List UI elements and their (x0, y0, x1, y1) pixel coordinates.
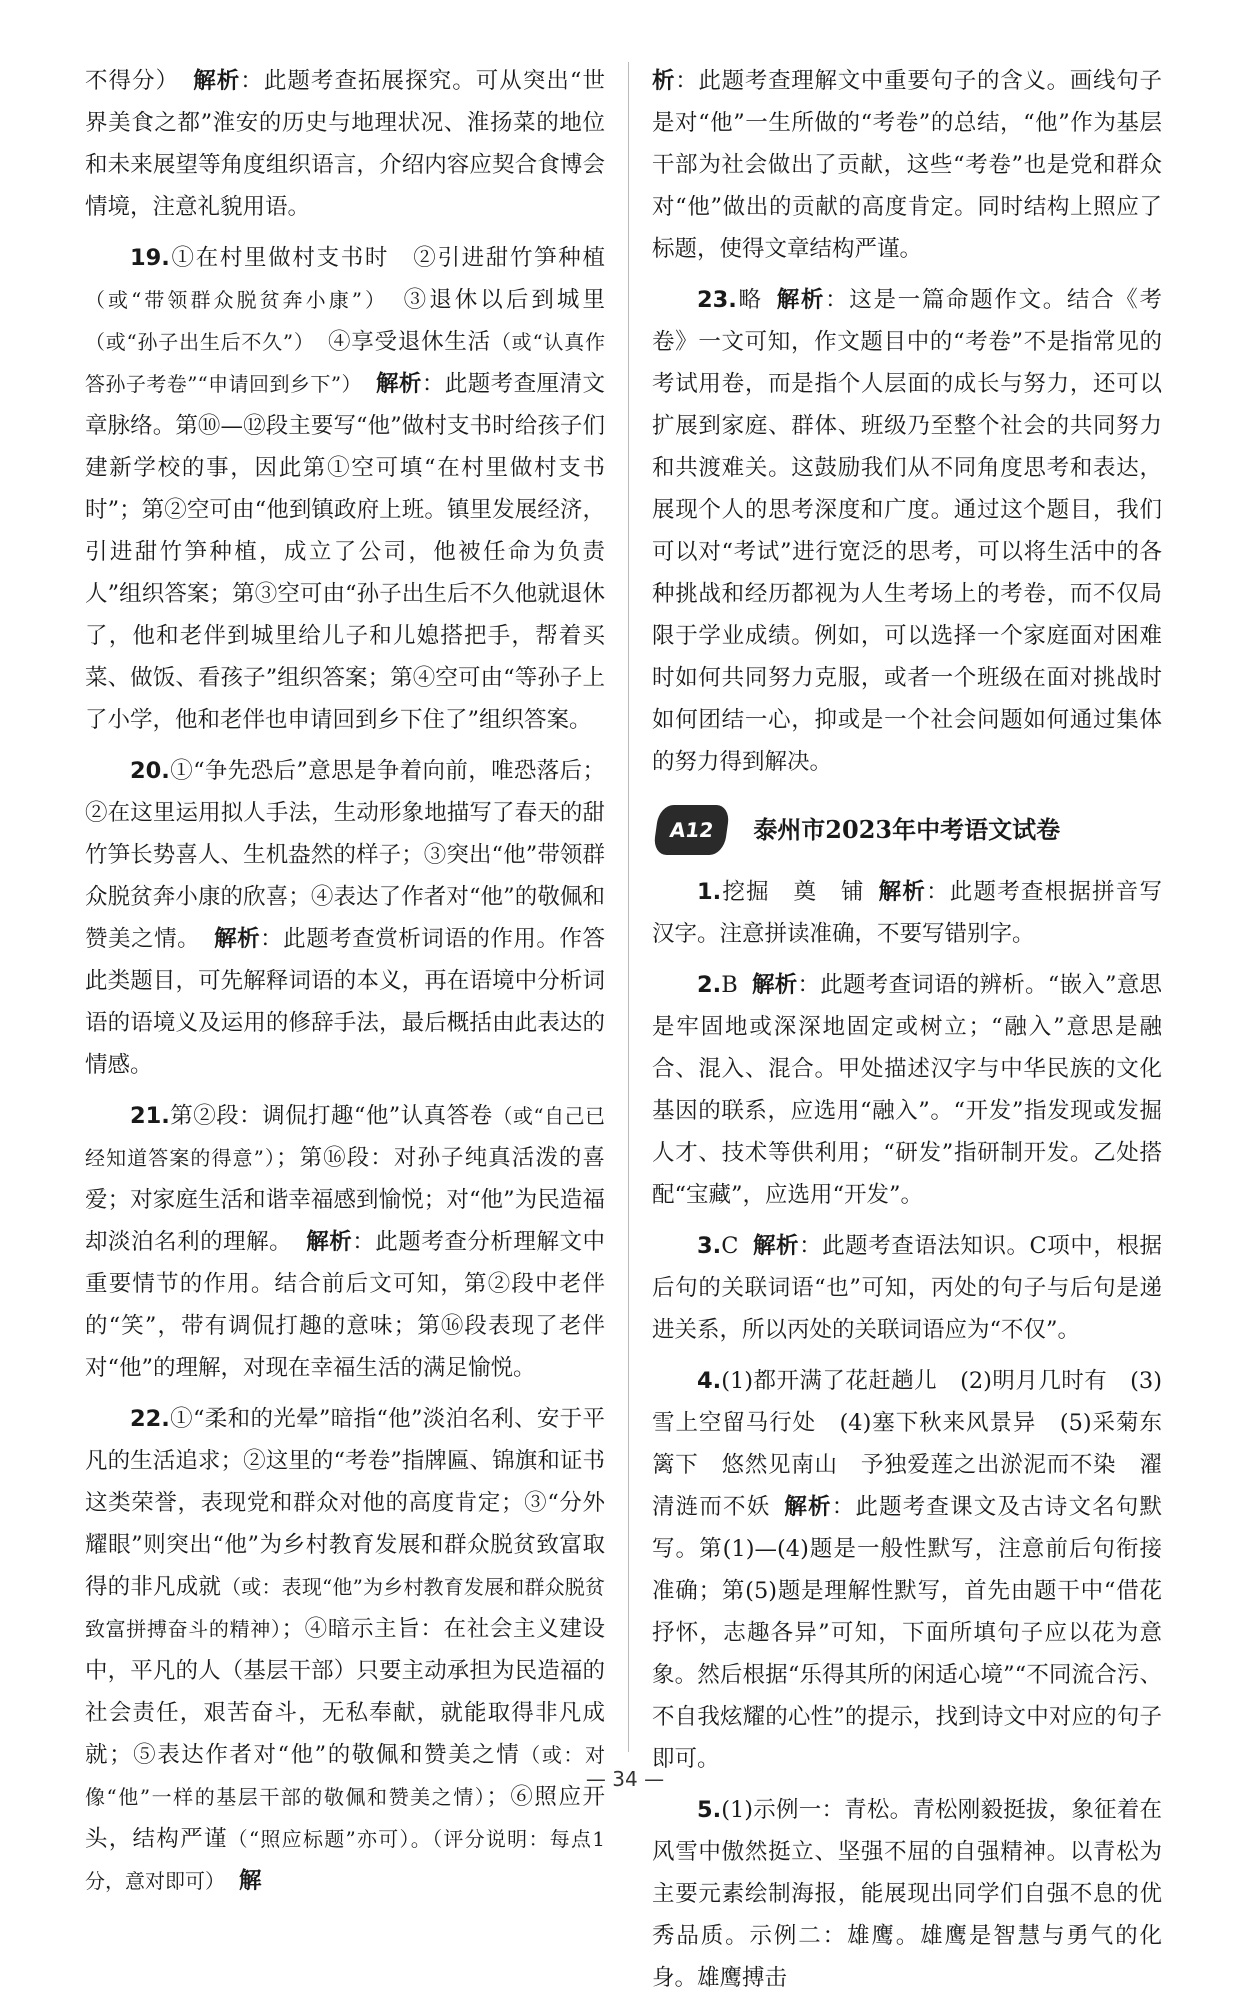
question-s3 (652, 1225, 1162, 1351)
question-s1 (652, 871, 1162, 955)
question-number: 3. (697, 1233, 722, 1259)
answer-note: （或“自己已经知道答案的得意”） (85, 1104, 605, 1170)
answer-text: ③退休以后到城里 (403, 287, 605, 313)
jiexi-text: ：此题考查理解文中重要句子的含义。画线句子是对“他”一生所做的“考卷”的总结，“他”作为基层干部为社会做出了贡献，这些“考卷”也是党和群众对“他”做出的贡献的高度肯定。同时结构上照应了标题，使得文章结构严谨。 (652, 68, 1162, 262)
answer-note: （或“带领群众脱贫奔小康”） (85, 288, 379, 312)
answer-text: ④享受退休生活 (328, 329, 491, 355)
question-s4 (652, 1360, 1162, 1780)
question-number: 19. (130, 245, 170, 271)
answer-text: ；⑥照应开头，结构严谨 (85, 1784, 605, 1852)
answer-text: (1)都开满了花赶趟儿 (2)明月几时有 (3)雪上空留马行处 (4)塞下秋来风景异 (5)采菊东篱下 悠然见南山 予独爱莲之出淤泥而不染 濯清涟而不妖 (652, 1368, 1162, 1520)
jiexi-label: 解析 (193, 68, 241, 94)
question-number: 5. (697, 1797, 722, 1823)
question-19 (85, 237, 605, 741)
question-22 (85, 1398, 605, 1902)
jiexi-label: 解析 (214, 926, 261, 952)
jiexi-text: ：此题考查课文及古诗文名句默写。第(1)—(4)题是一般性默写，注意前后句衔接准确；第(5)题是理解性默写，首先由题干中“借花抒怀，志趣各异”可知，下面所填句子应以花为意象。然后根据“乐得其所的闲适心境”“不同流合污、不自我炫耀的心性”的提示，找到诗文中对应的句子即可。 (652, 1494, 1162, 1772)
jiexi-text: ：此题考查拓展探究。可从突出“世界美食之都”淮安的历史与地理状况、淮扬菜的地位和未来展望等角度组织语言，介绍内容应契合食博会情境，注意礼貌用语。 (85, 68, 605, 220)
jiexi-text: ：此题考查语法知识。C项中，根据后句的关联词语“也”可知，丙处的句子与后句是递进关系，所以丙处的关联词语应为“不仅”。 (652, 1233, 1162, 1343)
question-s2 (652, 964, 1162, 1216)
question-23 (652, 279, 1162, 783)
jiexi-text: ：此题考查赏析词语的作用。作答此类题目，可先解释词语的本义，再在语境中分析词语的语境义及运用的修辞手法，最后概括由此表达的情感。 (85, 926, 605, 1078)
jiexi-label-tail: 析 (652, 68, 676, 94)
answer-text: ；第⑯段：对孙子纯真活泼的喜爱；对家庭生活和谐幸福感到愉悦；对“他”为民造福却淡泊名利的理解。 (85, 1145, 605, 1255)
question-number: 2. (697, 972, 722, 998)
answer-note: （或“孙子出生后不久”） (85, 330, 305, 354)
jiexi-label: 解析 (752, 1233, 800, 1259)
answer-text: 挖掘 奠 铺 (721, 879, 865, 905)
answer-text: ①“柔和的光晕”暗指“他”淡泊名利、安于平凡的生活追求；②这里的“考卷”指牌匾、锦旗和证书这类荣誉，表现党和群众对他的高度肯定；③“分外耀眼”则突出“他”为乡村教育发展和群众脱贫致富取得的非凡成就 (85, 1406, 605, 1600)
answer-text: C (721, 1233, 739, 1259)
answer-tail: 不得分） (85, 68, 180, 94)
answer-note: （或：表现“他”为乡村教育发展和群众脱贫致富拼搏奋斗的精神） (85, 1575, 605, 1641)
jiexi-text: ：此题考查根据拼音写汉字。注意拼读准确，不要写错别字。 (652, 879, 1162, 947)
jiexi-text: ：此题考查词语的辨析。“嵌入”意思是牢固地或深深地固定或树立；“融入”意思是融合、混入、混合。甲处描述汉字与中华民族的文化基因的联系，应选用“融入”。“开发”指发现或发掘人才、技术等供利用；“研发”指研制开发。乙处搭配“宝藏”，应选用“开发”。 (652, 972, 1162, 1208)
question-22-continued (652, 60, 1162, 270)
section-badge: A12 (652, 805, 730, 855)
column-divider (628, 62, 629, 1752)
answer-text: (1)示例一：青松。青松刚毅挺拔，象征着在风雪中傲然挺立、坚强不屈的自强精神。以青松为主要元素绘制海报，能展现出同学们自强不息的优秀品质。示例二：雄鹰。雄鹰是智慧与勇气的化身。雄鹰搏击 (652, 1797, 1162, 1991)
answer-text: 第②段：调侃打趣“他”认真答卷 (169, 1103, 493, 1129)
answer-text: ；④暗示主旨：在社会主义建设中，平凡的人（基层干部）只要主动承担为民造福的社会责任，艰苦奋斗，无私奉献，就能取得非凡成就；⑤表达作者对“他”的敬佩和赞美之情 (85, 1616, 605, 1768)
question-number: 23. (697, 287, 737, 313)
page-number: — 34 — (585, 1767, 665, 1791)
question-21 (85, 1095, 605, 1389)
jiexi-label: 解析 (751, 972, 798, 998)
answer-text: B (721, 972, 738, 998)
jiexi-label: 解析 (784, 1494, 832, 1520)
question-number: 22. (130, 1406, 170, 1432)
paragraph-top (85, 60, 605, 228)
section-heading (652, 805, 1162, 855)
question-number: 4. (697, 1368, 722, 1394)
answer-note: （“照应标题”亦可）。（评分说明：每点1分，意对即可） (85, 1827, 605, 1893)
jiexi-text: ：此题考查厘清文章脉络。第⑩—⑫段主要写“他”做村支书时给孩子们建新学校的事，因此第①空可填“在村里做村支书时”；第②空可由“他到镇政府上班。镇里发展经济，引进甜竹笋种植，成立了公司，他被任命为负责人”组织答案；第③空可由“孙子出生后不久他就退休了，他和老伴到城里给儿子和儿媳搭把手，帮着买菜、做饭、看孩子”组织答案；第④空可由“等孙子上了小学，他和老伴也申请回到乡下住了”组织答案。 (85, 371, 605, 733)
jiexi-text: ：这是一篇命题作文。结合《考卷》一文可知，作文题目中的“考卷”不是指常见的考试用卷，而是指个人层面的成长与努力，还可以扩展到家庭、群体、班级乃至整个社会的共同努力和共渡难关。这鼓励我们从不同角度思考和表达，展现个人的思考深度和广度。通过这个题目，我们可以对“考试”进行宽泛的思考，可以将生活中的各种挑战和经历都视为人生考场上的考卷，而不仅局限于学业成绩。例如，可以选择一个家庭面对困难时如何共同努力克服，或者一个班级在面对挑战时如何团结一心，抑或是一个社会问题如何通过集体的努力得到解决。 (652, 287, 1162, 775)
jiexi-text: ：此题考查分析理解文中重要情节的作用。结合前后文可知，第②段中老伴的“笑”，带有调侃打趣的意味；第⑯段表现了老伴对“他”的理解，对现在幸福生活的满足愉悦。 (85, 1229, 605, 1381)
left-column (85, 60, 605, 1911)
answer-text: ①在村里做村支书时 ②引进甜竹笋种植 (169, 245, 605, 271)
jiexi-label: 解析 (776, 287, 826, 313)
jiexi-label: 解 (239, 1868, 262, 1894)
section-title: 泰州市2023年中考语文试卷 (753, 815, 1061, 844)
answer-text: ①“争先恐后”意思是争着向前，唯恐落后；②在这里运用拟人手法，生动形象地描写了春天的甜竹笋长势喜人、生机盎然的样子；③突出“他”带领群众脱贫奔小康的欣喜；④表达了作者对“他”的敬佩和赞美之情。 (85, 758, 605, 952)
question-s5 (652, 1789, 1162, 1999)
question-20 (85, 750, 605, 1086)
answer-note: （或“认真作答孙子考卷”“申请回到乡下”） (85, 330, 605, 396)
jiexi-label: 解析 (306, 1229, 353, 1255)
answer-note: （或：对像“他”一样的基层干部的敬佩和赞美之情） (85, 1743, 605, 1809)
answer-text: 略 (736, 287, 763, 313)
jiexi-label: 解析 (878, 879, 927, 905)
question-number: 21. (130, 1103, 170, 1129)
question-number: 20. (130, 758, 170, 784)
jiexi-label: 解析 (375, 371, 422, 397)
right-column (652, 60, 1162, 2008)
question-number: 1. (697, 879, 722, 905)
